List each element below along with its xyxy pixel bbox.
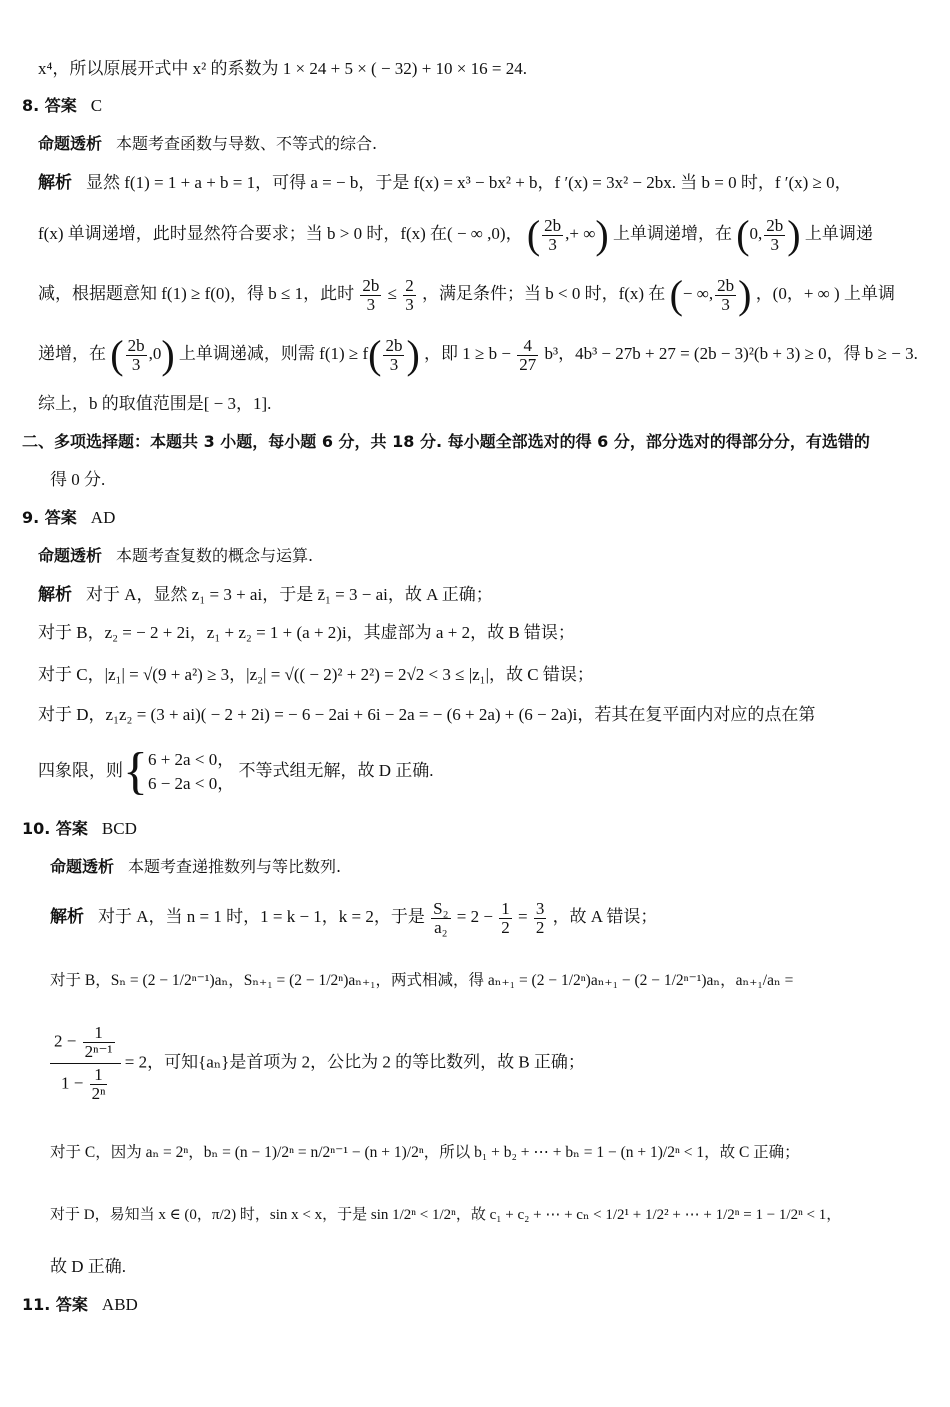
solution-line: 减，根据题意知 f(1) ≥ f(0)，得 b ≤ 1，此时 $\frac{2b}{3}$ ≤ $\frac{2}{3}$ ，满足条件；当 b < 0 时，f(x) 在 (− ∞, $\frac{2b}{3}$ ) ，(0，+ ∞ ) 上单调 [38,272,895,318]
section-heading-cont: 得 0 分. [50,470,106,489]
solution-line: 递增，在 ( $\frac{2b}{3}$ ,0) 上单调递减，则需 f(1) ≥ f( $\frac{2b}{3}$ ) ，即 1 ≥ b − $\frac{4}{27}$ b³，4b³ − 27b + 27 = (2b − 3)²(b + 3) ≥ 0，得 b ≥ − 3. [38,332,918,378]
answer-heading-8: 8. 答案 C [22,96,103,115]
solution-line: f(x) 单调递增，此时显然符合要求；当 b > 0 时，f(x) 在( − ∞ ,0)， ( $\frac{2b}{3}$ ,+ ∞) 上单调递增，在 (0, $\frac{2b}{3}$ ) 上单调递 [38,212,873,258]
solution-line: 对于 B，z₂ = − 2 + 2i，z₁ + z₂ = 1 + (a + 2)i，其虚部为 a + 2，故 B 错误； [38,623,575,642]
section-heading: 二、多项选择题：本题共 3 小题，每小题 6 分，共 18 分. 每小题全部选对的得 6 分，部分选对的得部分分，有选错的 [22,432,870,451]
solution-line: 解析 显然 f(1) = 1 + a + b = 1，可得 a = − b，于是 f(x) = x³ − bx² + b，f ′(x) = 3x² − 2bx. 当 b = 0 时，f ′(x) ≥ 0， [38,173,852,193]
purpose-line-9: 命题透析 本题考查复数的概念与运算. [38,546,314,565]
solution-line: 对于 C，因为 aₙ = 2ⁿ，bₙ = (n − 1)/2ⁿ = n/2ⁿ⁻¹ − (n + 1)/2ⁿ，所以 b₁ + b₂ + ⋯ + bₙ = 1 − (n + 1)/2ⁿ < 1，故 C 正确； [50,1144,800,1161]
answer-heading-10: 10. 答案 BCD [22,819,137,838]
purpose-line-8: 命题透析 本题考查函数与导数、不等式的综合. [38,134,378,153]
solution-line: 对于 D，z₁z₂ = (3 + ai)( − 2 + 2i) = − 6 − 2ai + 6i − 2a = − (6 + 2a) + (6 − 2a)i，若其在复平面内对应的点在第 [38,705,816,724]
solution-line: 2 − $\frac{1}{\text{2ⁿ⁻¹}}$ 1 − $\frac{1}{\text{2ⁿ}}$ = 2，可知{aₙ}是首项为 2，公比为 2 的等比数列，故 B 正确； [50,1022,585,1105]
text-line: x⁴，所以原展开式中 x² 的系数为 1 × 24 + 5 × ( − 32) + 10 × 16 = 24. [38,59,527,78]
solution-line: 对于 D，易知当 x ∈ (0，π/2) 时，sin x < x，于是 sin 1/2ⁿ < 1/2ⁿ，故 c₁ + c₂ + ⋯ + cₙ < 1/2¹ + 1/2² + ⋯ + 1/2ⁿ = 1 − 1/2ⁿ < 1， [50,1207,842,1223]
solution-line: 综上，b 的取值范围是[ − 3，1]. [38,394,272,413]
solution-line: 解析 对于 A，当 n = 1 时，1 = k − 1，k = 2，于是 $\frac{\text{S₂}}{\text{a₂}}$ = 2 − $\frac{1}{2}$ = $\frac{3}{2}$ ，故 A 错误； [50,898,658,937]
answer-heading-9: 9. 答案 AD [22,508,116,527]
solution-line: 故 D 正确. [50,1257,127,1276]
purpose-line-10: 命题透析 本题考查递推数列与等比数列. [50,857,342,876]
answer-heading-11: 11. 答案 ABD [22,1295,138,1314]
solution-line: 对于 C，|z₁| = √(9 + a²) ≥ 3，|z₂| = √(( − 2)² + 2²) = 2√2 < 3 ≤ |z₁|，故 C 错误； [38,665,594,684]
solution-line: 解析 对于 A，显然 z₁ = 3 + ai，于是 z̄₁ = 3 − ai，故 A 正确； [38,585,493,605]
solution-line: 对于 B，Sₙ = (2 − 1/2ⁿ⁻¹)aₙ，Sₙ₊₁ = (2 − 1/2ⁿ)aₙ₊₁，两式相减，得 aₙ₊₁ = (2 − 1/2ⁿ)aₙ₊₁ − (2 − 1/2ⁿ⁻¹)aₙ，aₙ₊₁/aₙ = [50,972,794,989]
solution-line: 四象限，则{ 6 + 2a < 0， 6 − 2a < 0， 不等式组无解，故 D 正确. [38,743,434,801]
